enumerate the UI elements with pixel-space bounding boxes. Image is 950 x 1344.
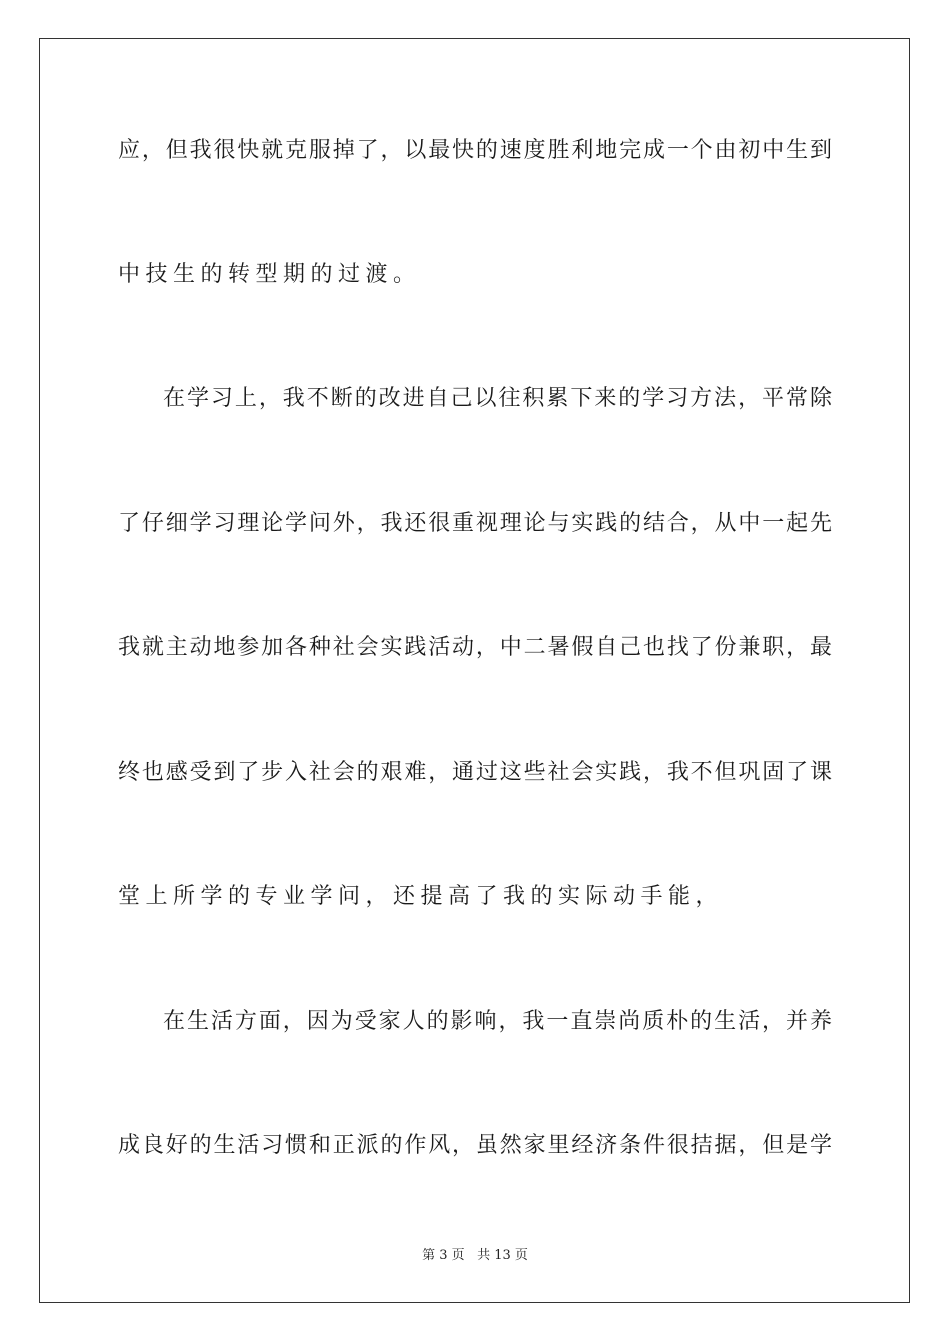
page-border: [39, 38, 910, 1303]
body-line-6: 终也感受到了步入社会的艰难，通过这些社会实践，我不但巩固了课: [118, 760, 832, 785]
body-line-1: 应，但我很快就克服掉了，以最快的速度胜利地完成一个由初中生到: [118, 138, 832, 163]
page-number: 第 3 页: [422, 1248, 465, 1263]
body-line-2: 中技生的转型期的过渡。: [118, 262, 421, 287]
page-total: 共 13 页: [477, 1248, 528, 1263]
body-line-5: 我就主动地参加各种社会实践活动，中二暑假自己也找了份兼职，最: [118, 635, 832, 660]
body-line-9: 成良好的生活习惯和正派的作风，虽然家里经济条件很拮据，但是学: [118, 1133, 832, 1158]
body-line-3: 在学习上，我不断的改进自己以往积累下来的学习方法，平常除: [163, 386, 832, 411]
body-line-7: 堂上所学的专业学问，还提高了我的实际动手能，: [118, 884, 724, 909]
page-footer: [0, 1247, 950, 1265]
body-line-4: 了仔细学习理论学问外，我还很重视理论与实践的结合，从中一起先: [118, 511, 832, 536]
body-line-8: 在生活方面，因为受家人的影响，我一直崇尚质朴的生活，并养: [163, 1009, 832, 1034]
